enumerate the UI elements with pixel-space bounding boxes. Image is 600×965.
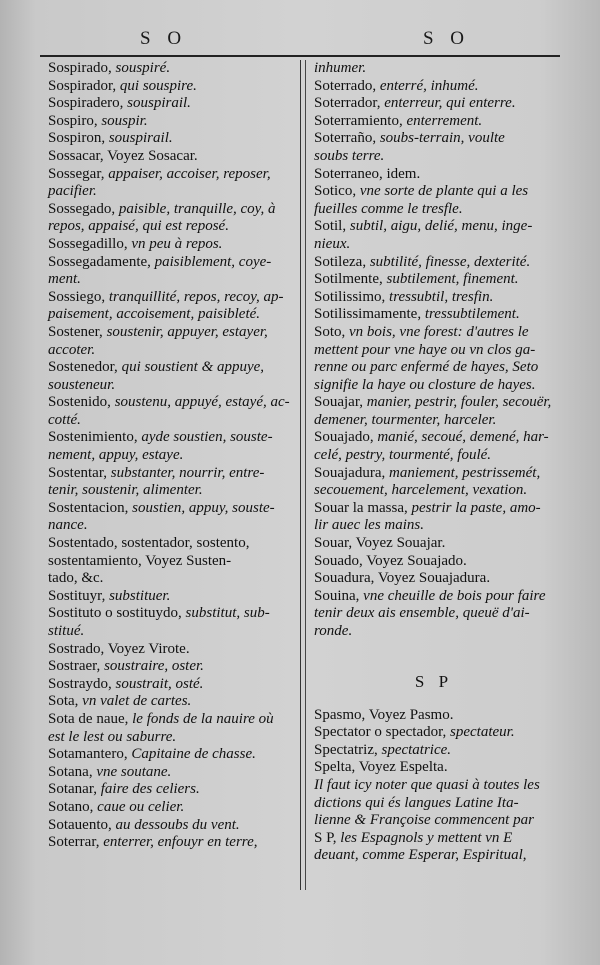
left-column — [48, 60, 298, 852]
headword: Sossacar, Voyez Sosacar. — [48, 147, 198, 164]
dictionary-line — [48, 746, 298, 764]
headword: Sotilmente, — [314, 271, 387, 288]
header-rule — [40, 55, 560, 57]
headword: tado, &c. — [48, 570, 104, 587]
headword: Sotilissimo, — [314, 288, 390, 305]
definition: subtilement, finement. — [386, 271, 519, 288]
definition: lienne & Françoise commencent par — [314, 812, 534, 829]
right-column-entries-sp — [314, 707, 554, 865]
definition: souspiré. — [115, 60, 171, 76]
definition: vne cheuille de bois pour faire — [363, 587, 546, 604]
dictionary-line — [314, 377, 554, 395]
headword: Sospirador, — [48, 77, 120, 94]
dictionary-line — [314, 553, 554, 571]
headword: Sostrado, Voyez Virote. — [48, 640, 190, 657]
headword: Souado, Voyez Souajado. — [314, 552, 467, 569]
headword: Sospiron, — [48, 130, 109, 147]
headword: Soterrado, — [314, 77, 380, 94]
definition: caue ou celier. — [97, 798, 185, 815]
definition: nieux. — [314, 235, 351, 252]
headword: Sotamantero, — [48, 746, 132, 763]
headword: Souajadura, — [314, 464, 389, 481]
definition: accoter. — [48, 341, 96, 358]
headword: Sossegadillo, — [48, 235, 132, 252]
dictionary-line — [48, 95, 298, 113]
dictionary-line — [48, 394, 298, 412]
headword: Sossegado, — [48, 200, 119, 217]
definition: souspirail. — [127, 95, 191, 112]
dictionary-line — [48, 641, 298, 659]
dictionary-line — [314, 78, 554, 96]
headword: Soterraneo, idem. — [314, 165, 421, 182]
dictionary-line — [314, 289, 554, 307]
headword: Sostentar, — [48, 464, 111, 481]
headword: Sota, — [48, 693, 83, 710]
dictionary-line — [48, 78, 298, 96]
definition: qui soustient & appuye, — [121, 359, 265, 376]
dictionary-line — [48, 482, 298, 500]
definition: vne soutane. — [96, 763, 172, 780]
dictionary-line — [314, 724, 554, 742]
headword: Sotil, — [314, 218, 350, 235]
definition: souspir. — [101, 112, 148, 129]
definition: soubs terre. — [314, 147, 385, 164]
headword: Soterrador, — [314, 95, 385, 112]
dictionary-line — [314, 95, 554, 113]
dictionary-line — [48, 781, 298, 799]
dictionary-line — [314, 359, 554, 377]
definition: enterrement. — [406, 112, 483, 129]
definition: repos, appaisé, qui est reposé. — [48, 218, 229, 235]
headword: Sostenimiento, — [48, 429, 142, 446]
dictionary-line — [314, 535, 554, 553]
dictionary-line — [314, 482, 554, 500]
definition: Capitaine de chasse. — [131, 746, 256, 763]
definition: soustraire, oster. — [104, 658, 204, 675]
definition: celé, pestry, tourmenté, foulé. — [314, 447, 492, 464]
definition: le fonds de la nauire où — [132, 710, 274, 727]
headword: Sostituto o sostituydo, — [48, 605, 186, 622]
definition: soustrait, osté. — [115, 675, 204, 692]
section-heading: S P — [414, 671, 454, 691]
headword: Sostentado, sostentador, sostento, — [48, 535, 250, 552]
definition: enterreur, qui enterre. — [384, 95, 516, 112]
dictionary-line — [314, 130, 554, 148]
dictionary-line — [48, 183, 298, 201]
definition: cotté. — [48, 411, 81, 428]
dictionary-line — [48, 218, 298, 236]
dictionary-line — [314, 759, 554, 777]
dictionary-line — [314, 113, 554, 131]
dictionary-line — [314, 412, 554, 430]
headword: Sostener, — [48, 323, 107, 340]
definition: paisiblement, coye- — [154, 253, 272, 270]
definition: deuant, comme Esperar, Espiritual, — [314, 847, 527, 864]
headword: Sostenido, — [48, 394, 115, 411]
definition: faire des celiers. — [100, 781, 200, 798]
dictionary-line — [48, 429, 298, 447]
definition: vn valet de cartes. — [82, 693, 192, 710]
dictionary-line — [48, 342, 298, 360]
headword: Sostituyr, — [48, 587, 110, 604]
dictionary-line — [314, 324, 554, 342]
dictionary-line — [314, 306, 554, 324]
headword: Souadura, Voyez Souajadura. — [314, 570, 491, 587]
definition: ment. — [48, 271, 81, 288]
definition: tenir, soustenir, alimenter. — [48, 482, 203, 499]
definition: manié, secoué, demené, har- — [377, 429, 549, 446]
definition: paisible, tranquille, coy, à — [118, 200, 276, 217]
dictionary-line — [48, 465, 298, 483]
column-divider — [300, 60, 301, 890]
definition: substituer. — [109, 587, 171, 604]
dictionary-line — [314, 254, 554, 272]
definition: enterrer, enfouyr en terre, — [103, 834, 258, 851]
dictionary-line — [314, 201, 554, 219]
definition: soustenu, appuyé, estayé, ac- — [114, 394, 290, 411]
definition: est le lest ou saburre. — [48, 728, 177, 745]
definition: tenir deux ais ensemble, queuë d'ai- — [314, 605, 530, 622]
dictionary-line — [314, 517, 554, 535]
dictionary-line — [48, 130, 298, 148]
definition: ayde soustien, souste- — [141, 429, 273, 446]
dictionary-line — [48, 535, 298, 553]
definition: vn peu à repos. — [131, 235, 223, 252]
definition: vn bois, vne forest: d'autres le — [349, 323, 529, 340]
definition: dictions qui és langues Latine Ita- — [314, 794, 519, 811]
dictionary-line — [48, 113, 298, 131]
definition: maniement, pestrissemét, — [388, 464, 541, 481]
dictionary-line — [48, 377, 298, 395]
definition: soustien, appuy, souste- — [132, 499, 275, 516]
headword: Sotilissimamente, — [314, 306, 425, 323]
dictionary-line — [48, 289, 298, 307]
dictionary-line — [314, 218, 554, 236]
headword: sostentamiento, Voyez Susten- — [48, 552, 232, 569]
dictionary-line — [48, 764, 298, 782]
headword: Souajar, — [314, 394, 367, 411]
dictionary-line — [48, 570, 298, 588]
headword: Spectator o spectador, — [314, 724, 451, 741]
dictionary-line — [314, 429, 554, 447]
running-head-right: S O — [422, 28, 470, 49]
dictionary-line — [48, 517, 298, 535]
dictionary-line — [48, 658, 298, 676]
definition: qui souspire. — [119, 77, 197, 94]
headword: Sotauento, — [48, 816, 116, 833]
dictionary-line — [48, 412, 298, 430]
headword: Spasmo, Voyez Pasmo. — [314, 706, 454, 723]
definition: substitut, sub- — [185, 605, 270, 622]
dictionary-line — [314, 342, 554, 360]
dictionary-line — [314, 812, 554, 830]
headword: Spectatriz, — [314, 741, 382, 758]
dictionary-line — [314, 742, 554, 760]
definition: ronde. — [314, 623, 353, 639]
definition: subtilité, finesse, dexterité. — [369, 253, 531, 270]
headword: Sostenedor, — [48, 359, 122, 376]
dictionary-line — [48, 834, 298, 852]
definition: tressubtil, tresfin. — [389, 288, 494, 305]
headword: Souina, — [314, 587, 364, 604]
dictionary-line — [314, 271, 554, 289]
definition: subtil, aigu, delié, menu, inge- — [349, 218, 533, 235]
headword: Soto, — [314, 323, 350, 340]
dictionary-line — [48, 605, 298, 623]
dictionary-line — [314, 500, 554, 518]
headword: Souar, Voyez Souajar. — [314, 535, 446, 552]
dictionary-line — [314, 166, 554, 184]
dictionary-line — [48, 271, 298, 289]
definition: paisement, accoisement, paisibleté. — [48, 306, 261, 323]
definition: secouement, harcelement, vexation. — [314, 482, 528, 499]
dictionary-line — [48, 711, 298, 729]
definition: lir auec les mains. — [314, 517, 424, 534]
definition: inhumer. — [314, 60, 367, 76]
definition: tressubtilement. — [424, 306, 520, 323]
dictionary-line — [314, 148, 554, 166]
dictionary-line — [314, 60, 554, 78]
running-head — [40, 28, 560, 54]
definition: vne sorte de plante qui a les — [359, 183, 529, 200]
right-column-entries — [314, 60, 554, 641]
definition: pacifier. — [48, 183, 97, 200]
headword: Soterrar, — [48, 834, 104, 851]
headword: Sossiego, — [48, 288, 109, 305]
definition: appaiser, accoiser, reposer, — [108, 165, 271, 182]
headword: Sotana, — [48, 763, 97, 780]
dictionary-line — [48, 553, 298, 571]
definition: renne ou parc enfermé de hayes, Seto — [314, 359, 539, 376]
dictionary-line — [314, 394, 554, 412]
headword: S P, — [314, 829, 341, 846]
headword: Sotileza, — [314, 253, 370, 270]
dictionary-line — [48, 447, 298, 465]
dictionary-line — [48, 623, 298, 641]
definition: soustenir, appuyer, estayer, — [106, 323, 268, 340]
dictionary-line — [48, 60, 298, 78]
definition: enterré, inhumé. — [379, 77, 479, 94]
headword: Sotico, — [314, 183, 360, 200]
dictionary-line — [48, 201, 298, 219]
dictionary-line — [48, 676, 298, 694]
headword: Sospiradero, — [48, 95, 128, 112]
headword: Souajado, — [314, 429, 378, 446]
definition: nement, appuy, estaye. — [48, 447, 184, 464]
dictionary-line — [48, 148, 298, 166]
dictionary-line — [48, 500, 298, 518]
dictionary-line — [314, 605, 554, 623]
dictionary-line — [314, 570, 554, 588]
definition: sousteneur. — [48, 376, 116, 393]
dictionary-line — [48, 236, 298, 254]
headword: Sostraydo, — [48, 675, 116, 692]
headword: Sotanar, — [48, 781, 101, 798]
headword: Soterramiento, — [314, 112, 407, 129]
definition: nance. — [48, 517, 88, 534]
dictionary-line — [48, 729, 298, 747]
headword: Sostentacion, — [48, 499, 133, 516]
column-divider-inner — [305, 60, 306, 890]
dictionary-line — [48, 693, 298, 711]
definition: souspirail. — [108, 130, 173, 147]
dictionary-line — [48, 324, 298, 342]
definition: fueilles comme le tresfle. — [314, 200, 463, 217]
dictionary-line — [314, 183, 554, 201]
definition: tranquillité, repos, recoy, ap- — [108, 288, 284, 305]
dictionary-line — [48, 817, 298, 835]
definition: spectateur. — [450, 724, 515, 741]
dictionary-line — [314, 465, 554, 483]
dictionary-line — [314, 707, 554, 725]
dictionary-line — [48, 588, 298, 606]
headword: Spelta, Voyez Espelta. — [314, 759, 448, 776]
dictionary-line — [48, 799, 298, 817]
dictionary-line — [48, 254, 298, 272]
headword: Souar la massa, — [314, 499, 412, 516]
headword: Sospirado, — [48, 60, 116, 76]
definition: au dessoubs du vent. — [115, 816, 240, 833]
definition: Il faut icy noter que quasi à toutes les — [314, 776, 540, 793]
definition: soubs-terrain, voulte — [379, 130, 505, 147]
dictionary-line — [314, 847, 554, 865]
headword: Sossegadamente, — [48, 253, 155, 270]
definition: signifie la haye ou closture de hayes. — [314, 376, 536, 393]
right-column — [314, 60, 554, 865]
dictionary-line — [314, 447, 554, 465]
dictionary-line — [314, 588, 554, 606]
dictionary-line — [314, 777, 554, 795]
dictionary-line — [48, 359, 298, 377]
definition: substanter, nourrir, entre- — [110, 464, 265, 481]
definition: demener, tourmenter, harceler. — [314, 411, 497, 428]
dictionary-line — [314, 236, 554, 254]
running-head-left: S O — [140, 28, 188, 49]
definition: stitué. — [48, 623, 85, 639]
dictionary-line — [314, 795, 554, 813]
dictionary-line — [48, 166, 298, 184]
headword: Sotano, — [48, 798, 98, 815]
definition: manier, pestrir, fouler, secouër, — [366, 394, 552, 411]
headword: Sostraer, — [48, 658, 105, 675]
dictionary-line — [314, 623, 554, 641]
definition: pestrir la paste, amo- — [411, 499, 541, 516]
definition: les Espagnols y mettent vn E — [340, 829, 513, 846]
headword: Sossegar, — [48, 165, 109, 182]
dictionary-line — [314, 830, 554, 848]
headword: Sota de naue, — [48, 710, 133, 727]
headword: Sospiro, — [48, 112, 102, 129]
definition: mettent pour vne haye ou vn clos ga- — [314, 341, 536, 358]
definition: spectatrice. — [381, 741, 452, 758]
dictionary-line — [48, 306, 298, 324]
headword: Soterraño, — [314, 130, 380, 147]
